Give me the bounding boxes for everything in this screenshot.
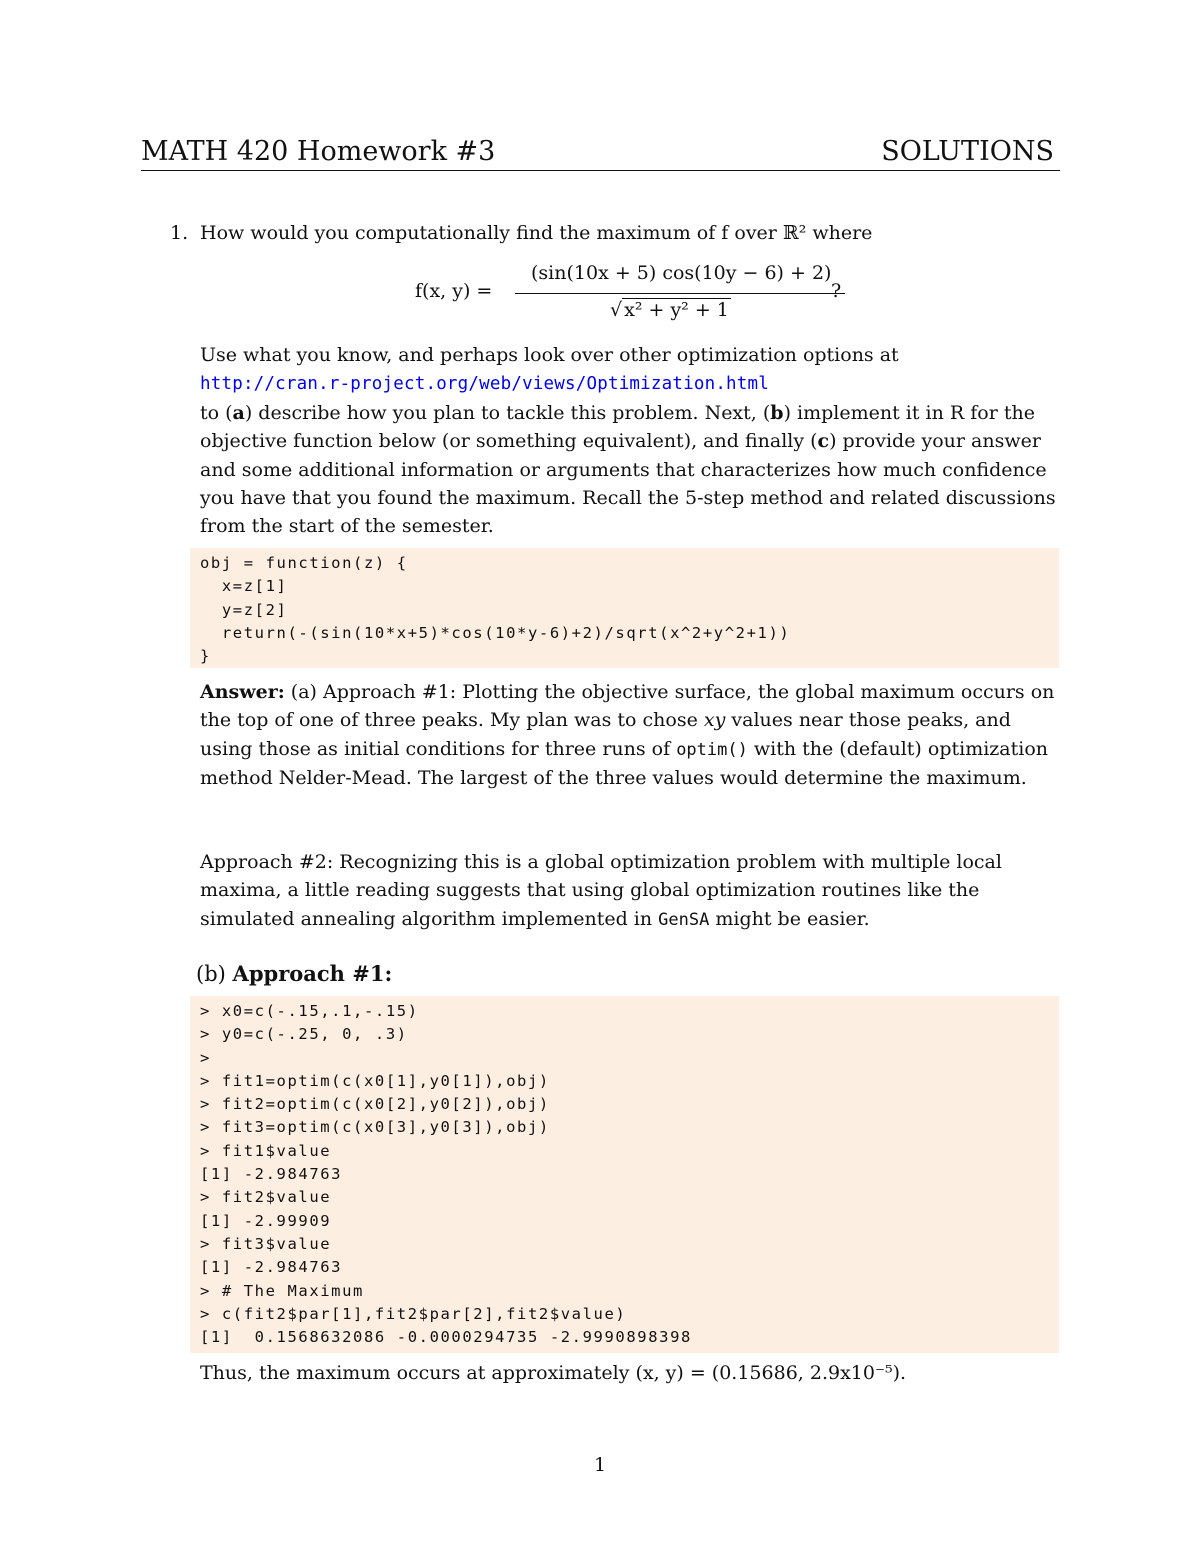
question-intro: How would you computationally find the maximum of f over ℝ² where <box>200 222 873 244</box>
header-solutions: SOLUTIONS <box>881 136 1054 167</box>
code-line: [1] -2.984763 <box>200 1258 343 1277</box>
code-line: obj = function(z) { <box>200 554 408 572</box>
code-line: y=z[2] <box>200 600 288 619</box>
sqrt-radicand: x² + y² + 1 <box>624 299 729 321</box>
code-line: [1] -2.984763 <box>200 1165 343 1184</box>
answer-approach-2: Approach #2: Recognizing this is a global optimization problem with multiple local maxima, a little reading suggests that using global optimization routines like the simulated annealing algorithm implemented in GenSA might be easier. <box>200 851 1002 930</box>
code-line: } <box>200 647 211 666</box>
formula-numerator: (sin(10x + 5) cos(10y − 6) + 2) <box>531 262 832 284</box>
question-instructions: to (a) describe how you plan to tackle this problem. Next, (b) implement it in R for the objective function below (or something equivalent), and finally (c) provide your answer and some additional information or arguments that characterizes how much confidence you have that you found the maximum. Recall the 5-step method and related discussions from the start of the semester. <box>200 401 1056 538</box>
code-line: x=z[1] <box>200 577 288 596</box>
code-line: > c(fit2$par[1],fit2$par[2],fit2$value) <box>200 1304 627 1323</box>
code-line: > x0=c(-.15,.1,-.15) <box>200 1002 419 1020</box>
code-line: > # The Maximum <box>200 1281 364 1300</box>
question-line: Use what you know, and perhaps look over other optimization options at <box>200 344 899 366</box>
code-line: return(-(sin(10*x+5)*cos(10*y-6)+2)/sqrt(x^2+y^2+1)) <box>200 623 791 642</box>
code-line: [1] 0.1568632086 -0.0000294735 -2.9990898398 <box>200 1328 692 1347</box>
code-line: > fit3$value <box>200 1234 332 1253</box>
code-block-objective <box>190 548 1059 668</box>
code-block-approach-1 <box>190 996 1059 1353</box>
question-body <box>200 341 1062 541</box>
answer-label: Answer: <box>200 681 285 703</box>
question-number: 1. <box>170 222 189 244</box>
code-line: > fit1=optim(c(x0[1],y0[1]),obj) <box>200 1071 550 1090</box>
code-line: > y0=c(-.25, 0, .3) <box>200 1025 408 1044</box>
optimization-link[interactable]: http://cran.r-project.org/web/views/Optimization.html <box>200 374 770 395</box>
formula-question-mark: ? <box>831 280 842 302</box>
formula-denominator <box>610 299 731 321</box>
objective-formula <box>415 262 855 332</box>
answer-approach-1: Answer: (a) Approach #1: Plotting the objective surface, the global maximum occurs on the top of one of three peaks. My plan was to chose xy values near those peaks, and using those as initial conditions for three runs of optim() with the (default) optimization method Nelder-Mead. The largest of the three values would determine the maximum. <box>200 681 1055 790</box>
code-line: > fit2$value <box>200 1188 332 1207</box>
page-number: 1 <box>594 1454 607 1476</box>
formula-lhs: f(x, y) = <box>415 280 493 302</box>
code-line: > <box>200 1048 211 1067</box>
fraction-bar <box>515 293 845 294</box>
header-title: MATH 420 Homework #3 <box>141 136 496 167</box>
page-header <box>141 136 1060 171</box>
sqrt-sign: √ <box>610 299 623 321</box>
code-line: > fit1$value <box>200 1141 332 1160</box>
code-line: [1] -2.99909 <box>200 1211 332 1230</box>
part-b-heading: (b) Approach #1: <box>196 961 393 986</box>
code-line: > fit3=optim(c(x0[3],y0[3]),obj) <box>200 1118 550 1137</box>
conclusion: Thus, the maximum occurs at approximately (x, y) = (0.15686, 2.9x10⁻⁵). <box>200 1362 907 1384</box>
code-line: > fit2=optim(c(x0[2],y0[2]),obj) <box>200 1095 550 1114</box>
